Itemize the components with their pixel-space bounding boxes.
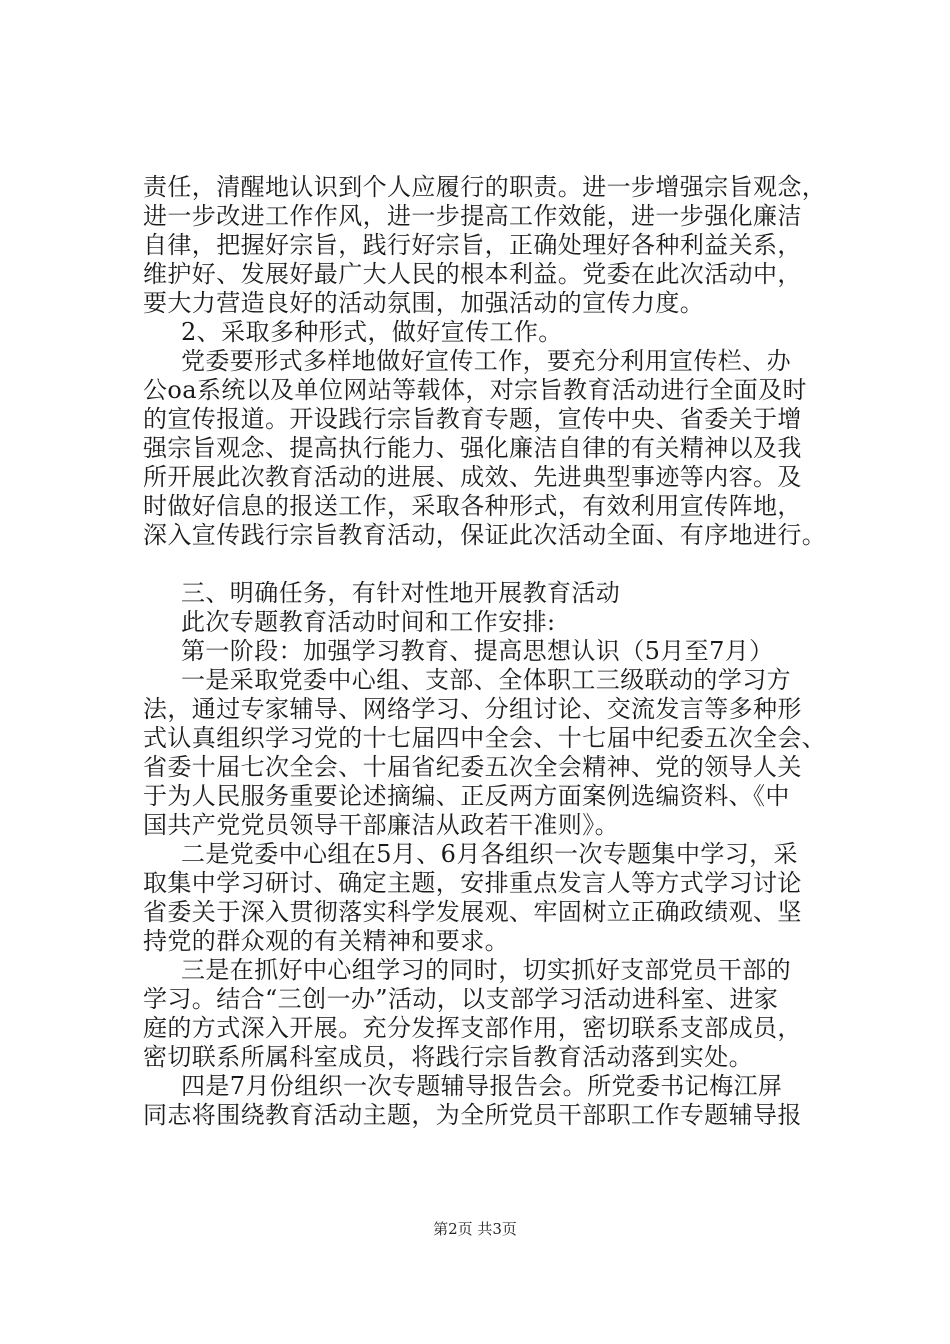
text-line: 第一阶段：加强学习教育、提高思想认识（5月至7月） bbox=[181, 637, 774, 665]
text-line: 国共产党党员领导干部廉洁从政若干准则》。 bbox=[143, 811, 619, 839]
text-line: 于为人民服务重要论述摘编、正反两方面案例选编资料、《中 bbox=[143, 782, 790, 810]
text-line: 党委要形式多样地做好宣传工作，要充分利用宣传栏、办 bbox=[181, 347, 791, 375]
text-line: 取集中学习研讨、确定主题，安排重点发言人等方式学习讨论 bbox=[143, 869, 802, 897]
text-line: 维护好、发展好最广大人民的根本利益。党委在此次活动中， bbox=[143, 260, 802, 288]
text-line: 一是采取党委中心组、支部、全体职工三级联动的学习方 bbox=[181, 666, 791, 694]
text-line: 自律，把握好宗旨，践行好宗旨，正确处理好各种利益关系， bbox=[143, 231, 802, 259]
text-line: 法，通过专家辅导、网络学习、分组讨论、交流发言等多种形 bbox=[143, 695, 802, 723]
text-line: 同志将围绕教育活动主题，为全所党员干部职工作专题辅导报 bbox=[143, 1101, 802, 1129]
text-line: 所开展此次教育活动的进展、成效、先进典型事迹等内容。及 bbox=[143, 463, 802, 491]
text-line: 三、明确任务，有针对性地开展教育活动 bbox=[181, 579, 621, 607]
text-line: 进一步改进工作作风，进一步提高工作效能，进一步强化廉洁 bbox=[143, 202, 802, 230]
text-line: 密切联系所属科室成员，将践行宗旨教育活动落到实处。 bbox=[143, 1043, 753, 1071]
text-line: 深入宣传践行宗旨教育活动，保证此次活动全面、有序地进行。 bbox=[143, 521, 827, 549]
text-line: 三是在抓好中心组学习的同时，切实抓好支部党员干部的 bbox=[181, 956, 791, 984]
document-body bbox=[143, 173, 843, 1130]
text-line: 强宗旨观念、提高执行能力、强化廉洁自律的有关精神以及我 bbox=[143, 434, 802, 462]
text-line: 省委关于深入贯彻落实科学发展观、牢固树立正确政绩观、坚 bbox=[143, 898, 802, 926]
text-line: 此次专题教育活动时间和工作安排: bbox=[181, 608, 556, 636]
text-line: 庭的方式深入开展。充分发挥支部作用，密切联系支部成员， bbox=[143, 1014, 802, 1042]
page-number-footer: 第2页 共3页 bbox=[433, 1220, 517, 1238]
paragraph-gap bbox=[143, 550, 843, 579]
text-line: 责任，清醒地认识到个人应履行的职责。进一步增强宗旨观念， bbox=[143, 173, 827, 201]
text-line: 式认真组织学习党的十七届四中全会、十七届中纪委五次全会、 bbox=[143, 724, 827, 752]
text-line: 公oa系统以及单位网站等载体，对宗旨教育活动进行全面及时 bbox=[143, 376, 807, 404]
text-line: 二是党委中心组在5月、6月各组织一次专题集中学习，采 bbox=[181, 840, 798, 868]
text-line: 四是7月份组织一次专题辅导报告会。所党委书记梅江屏 bbox=[181, 1072, 783, 1100]
text-line: 学习。结合“三创一办”活动，以支部学习活动进科室、进家 bbox=[143, 985, 779, 1013]
text-line: 省委十届七次全会、十届省纪委五次全会精神、党的领导人关 bbox=[143, 753, 802, 781]
text-line: 要大力营造良好的活动氛围，加强活动的宣传力度。 bbox=[143, 289, 705, 317]
text-line: 持党的群众观的有关精神和要求。 bbox=[143, 927, 509, 955]
text-line: 2、采取多种形式，做好宣传工作。 bbox=[181, 318, 563, 346]
text-line: 时做好信息的报送工作，采取各种形式，有效利用宣传阵地， bbox=[143, 492, 802, 520]
text-line: 的宣传报道。开设践行宗旨教育专题，宣传中央、省委关于增 bbox=[143, 405, 802, 433]
